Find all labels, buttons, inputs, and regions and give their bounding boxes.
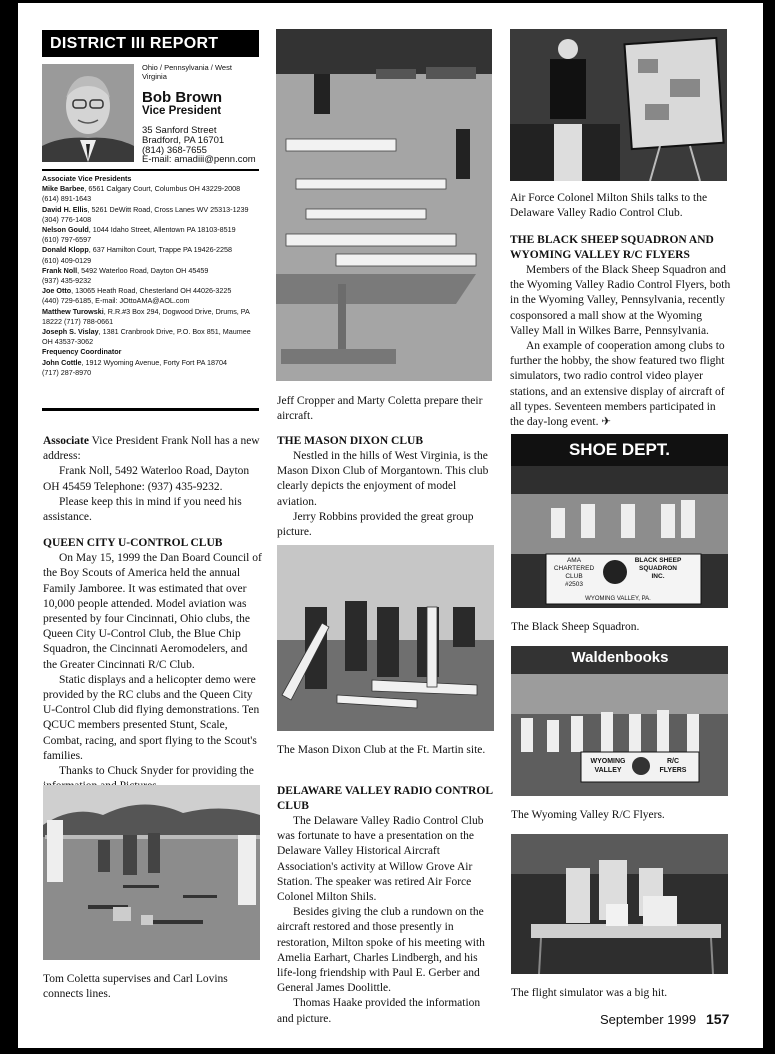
sheep-paragraph-1: Members of the Black Sheep Squadron and the Wyoming Valley Radio Control Flyers, both in the Wyoming Valley, Pennsylvania, recently cosponsored a mall show at the Wyoming Valley Mall in Wilkes Barre, Pennsylvania. xyxy=(510,264,731,337)
column-1-text xyxy=(43,434,263,794)
aircraft-prep-illustration xyxy=(276,29,492,381)
portrait-illustration xyxy=(42,64,134,162)
officer-name: Nelson Gould xyxy=(42,225,89,235)
photo-mason-dixon xyxy=(277,545,494,731)
delaware-paragraph-1: The Delaware Valley Radio Control Club was fortunate to have a presentation on the Delaware Valley Historical Aircraft Association's activity at Willow Grove Air Station. The speaker was retired Air Force Colonel Milton Shils. xyxy=(277,815,484,904)
officer-line xyxy=(42,337,267,347)
officer-detail: , 1381 Cranbrook Drive, P.O. Box 851, Maumee xyxy=(98,327,251,337)
caption-aircraft-prep: Jeff Cropper and Marty Coletta prepare their aircraft. xyxy=(277,395,483,422)
officer-line xyxy=(42,296,267,306)
delaware-heading: DELAWARE VALLEY RADIO CONTROL CLUB xyxy=(277,785,493,812)
assoc-paragraph-2: Frank Noll, 5492 Waterloo Road, Dayton OH 45459 Telephone: (937) 435-9232. xyxy=(43,465,250,493)
assoc-paragraph-3: Please keep this in mind if you need his assistance. xyxy=(43,495,242,524)
officer-name: Matthew Turowski xyxy=(42,306,104,316)
officer-name: John Cottle xyxy=(42,357,82,367)
officer-line xyxy=(42,266,267,276)
delaware-section xyxy=(277,784,497,1027)
queen-paragraph-2: Static displays and a helicopter demo were provided by the RC clubs and the Queen City U-Control Club did flying demonstrations. Ten QCUC members presented Stunt, Scale, Combat, racing, and sport flying to the Scout's families. xyxy=(43,673,260,762)
officers-heading: Associate Vice Presidents xyxy=(42,174,132,183)
delaware-paragraph-2: Besides giving the club a rundown on the aircraft restored and those presently in restoration, Milton spoke of his meeting with Amelia Earhart, Charles Lindbergh, and his life-long friendship with Paul E. Gerber and General James Doolittle. xyxy=(277,906,485,995)
black-sheep-section xyxy=(510,233,732,430)
caption-field-lines: Tom Coletta supervises and Carl Lovins connects lines. xyxy=(43,973,228,1000)
officer-name: Joe Otto xyxy=(42,286,72,296)
queen-paragraph-1: On May 15, 1999 the Dan Board Council of the Boy Scouts of America held the annual Family Jamboree. It was estimated that over 10,000 people attended. Model aviation was presented by four Cincinnati, Ohio clubs, the Queen City U-Control Club, the Blue Chip Squadron, the Cincinnati Aeromodelers, and the Greater Cincinnati R/C Club. xyxy=(43,552,262,671)
officer-line xyxy=(42,215,267,225)
mason-dixon-section xyxy=(277,434,497,540)
officer-detail: OH 43537-3062 xyxy=(42,337,94,347)
vp-role: Vice President xyxy=(142,105,222,117)
vp-email: E-mail: amadiii@penn.com xyxy=(142,154,256,165)
caption-wyoming: The Wyoming Valley R/C Flyers. xyxy=(511,809,665,821)
banner-sheep-left xyxy=(548,557,600,589)
black-sheep-illustration xyxy=(511,434,728,608)
officer-detail: , 637 Hamilton Court, Trappe PA 19426-2258 xyxy=(88,245,233,255)
field-scene-illustration xyxy=(43,785,260,960)
sign-waldenbooks: Waldenbooks xyxy=(571,649,669,666)
delaware-paragraph-3: Thomas Haake provided the information and picture. xyxy=(277,997,481,1025)
banner-wyoming-right xyxy=(652,757,694,775)
banner-wyoming-left xyxy=(582,757,634,775)
officer-detail: , 1044 Idaho Street, Allentown PA 18103-8519 xyxy=(88,225,236,235)
officers-divider xyxy=(42,408,259,411)
officer-detail: (440) 729-6185, E-mail: JOttoAMA@AOL.com xyxy=(42,296,190,306)
caption-colonel: Air Force Colonel Milton Shils talks to the Delaware Valley Radio Control Club. xyxy=(510,192,708,219)
officer-line xyxy=(42,205,267,215)
header-divider xyxy=(42,169,259,171)
officer-name: Frank Noll xyxy=(42,265,78,275)
officer-line xyxy=(42,276,267,286)
colonel-illustration xyxy=(510,29,727,181)
officer-line xyxy=(42,184,267,194)
banner-sheep-l4: #2503 xyxy=(564,581,584,588)
banner-sheep-r2: SQUADRON xyxy=(639,565,677,572)
officer-detail: , 1912 Wyoming Avenue, Forty Fort PA 18704 xyxy=(81,357,228,367)
banner-sheep-l2: CHARTERED xyxy=(553,565,595,572)
officer-name: Mike Barbee xyxy=(42,184,85,194)
caption-simulator: The flight simulator was a big hit. xyxy=(511,987,668,999)
region-label: Ohio / Pennsylvania / West Virginia xyxy=(142,63,232,81)
mason-dixon-illustration xyxy=(277,545,494,731)
caption-mason-dixon: The Mason Dixon Club at the Ft. Martin site. xyxy=(277,744,486,756)
portrait-photo xyxy=(42,64,134,162)
officer-detail: (610) 409-0129 xyxy=(42,255,92,265)
officer-detail: (717) 287-8970 xyxy=(42,367,92,377)
vp-address2: Bradford, PA 16701 xyxy=(142,135,225,146)
officer-line xyxy=(42,286,267,296)
photo-simulator xyxy=(511,834,728,974)
end-mark-icon: ✈ xyxy=(601,416,611,429)
officer-name: David H. Ellis xyxy=(42,204,88,214)
footer-issue: September 1999 xyxy=(600,1012,697,1027)
sheep-paragraph-2 xyxy=(510,339,732,430)
banner-sheep-r1: BLACK SHEEP xyxy=(634,557,682,564)
officers-list xyxy=(42,174,267,378)
assoc-text-1: Vice President Frank Noll has a new address: xyxy=(43,435,260,463)
officer-line xyxy=(42,194,267,204)
mason-paragraph-2: Jerry Robbins provided the great group picture. xyxy=(277,510,474,539)
officer-line xyxy=(42,368,267,378)
officer-line xyxy=(42,327,267,337)
banner-sheep-bottom: WYOMING VALLEY, PA. xyxy=(585,596,651,602)
banner-sheep-r3: INC. xyxy=(651,573,665,580)
banner-sheep-l3: CLUB xyxy=(565,573,583,580)
officer-line xyxy=(42,256,267,266)
frequency-heading: Frequency Coordinator xyxy=(42,347,122,357)
officer-detail: , R.R.#3 Box 294, Dogwood Drive, Drums, PA xyxy=(103,306,250,316)
photo-black-sheep xyxy=(511,434,728,608)
officer-detail: , 13065 Heath Road, Chesterland OH 44026-3225 xyxy=(71,286,232,296)
black-sheep-heading: THE BLACK SHEEP SQUADRON AND WYOMING VALLEY R/C FLYERS xyxy=(510,234,714,261)
simulator-illustration xyxy=(511,834,728,974)
officer-detail: (610) 797-6597 xyxy=(42,235,92,245)
banner-wyoming-r2: FLYERS xyxy=(659,767,687,774)
officer-line xyxy=(42,225,267,235)
mason-paragraph-1: Nestled in the hills of West Virginia, is the Mason Dixon Club of Morgantown. This club clearly depicts the enjoyment of model aviation. xyxy=(277,450,489,508)
officer-name: Donald Klopp xyxy=(42,245,89,255)
banner-wyoming-l2: VALLEY xyxy=(594,767,622,774)
vp-name: Bob Brown xyxy=(142,89,222,106)
officer-detail: (304) 776-1408 xyxy=(42,214,92,224)
officer-detail: , 6561 Calgary Court, Columbus OH 43229-2008 xyxy=(84,184,241,194)
section-title: DISTRICT III REPORT xyxy=(42,30,259,57)
banner-wyoming-l1: WYOMING xyxy=(590,758,626,765)
vp-address1: 35 Sanford Street xyxy=(142,125,217,136)
officer-line xyxy=(42,245,267,255)
assoc-paragraph-1 xyxy=(43,434,263,464)
photo-field-lines xyxy=(43,785,260,960)
queen-paragraph-3: Thanks to Chuck Snyder for providing the xyxy=(59,765,254,778)
officer-line xyxy=(42,358,267,368)
banner-sheep-l1: AMA xyxy=(566,557,582,564)
footer-page-number: 157 xyxy=(706,1011,730,1027)
officer-name: Joseph S. Vislay xyxy=(42,327,99,337)
officer-detail: (937) 435-9232 xyxy=(42,276,92,286)
queen-city-heading: QUEEN CITY U-CONTROL CLUB xyxy=(43,537,223,550)
sign-shoe-dept: SHOE DEPT. xyxy=(568,440,671,459)
officer-line xyxy=(42,235,267,245)
assoc-lead: Associate xyxy=(43,435,89,447)
officer-line xyxy=(42,307,267,317)
officer-detail: 18222 (717) 788-0661 xyxy=(42,316,114,326)
officer-detail: (614) 891-1643 xyxy=(42,194,92,204)
sheep-text-2: An example of cooperation among clubs to further the hobby, the show featured two flight simulators, two radio control video player stations, and an extensive display of aircraft of all types. Seventeen members participated in the day-long event. xyxy=(510,340,725,429)
vp-phone: (814) 368-7655 xyxy=(142,145,207,156)
photo-aircraft-prep xyxy=(276,29,492,381)
photo-colonel xyxy=(510,29,727,181)
caption-black-sheep: The Black Sheep Squadron. xyxy=(511,621,640,633)
banner-sheep-right xyxy=(628,557,688,581)
officer-line xyxy=(42,317,267,327)
mason-dixon-heading: THE MASON DIXON CLUB xyxy=(277,435,424,447)
banner-wyoming-r1: R/C xyxy=(666,758,680,765)
officer-detail: , 5492 Waterloo Road, Dayton OH 45459 xyxy=(77,265,209,275)
officer-detail: , 5261 DeWitt Road, Cross Lanes WV 25313-1239 xyxy=(87,204,249,214)
